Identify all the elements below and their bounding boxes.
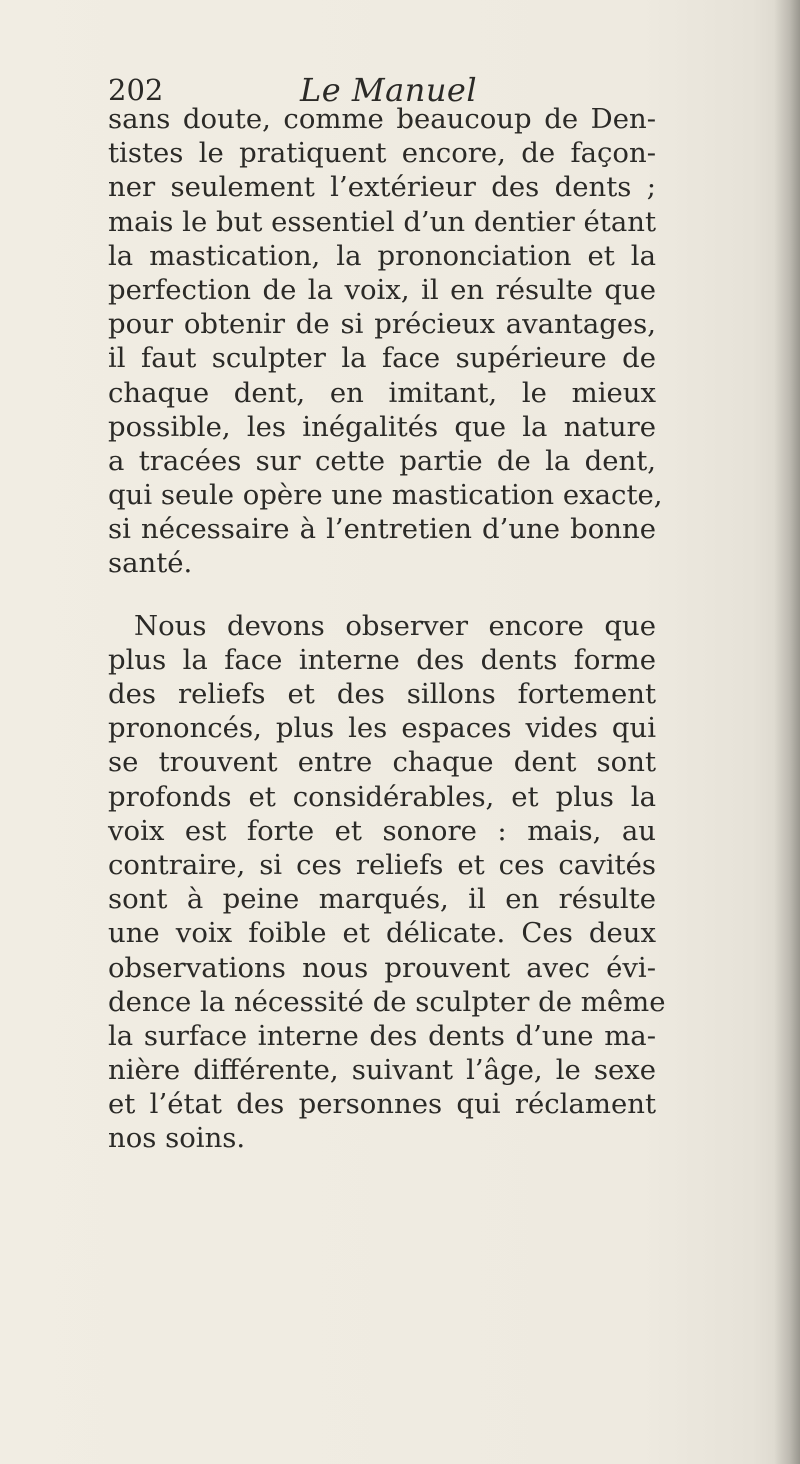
- text-line: chaque dent, en imitant, le mieux: [108, 376, 656, 409]
- body-text: [108, 102, 666, 1156]
- text-line: Nous devons observer encore que: [134, 609, 656, 642]
- text-line: et l’état des personnes qui réclament: [108, 1088, 656, 1121]
- text-line: des reliefs et des sillons fortement: [108, 678, 656, 710]
- text-line: nos soins.: [108, 1122, 246, 1155]
- running-title: Le Manuel: [300, 71, 478, 109]
- text-line: contraire, si ces reliefs et ces cavités: [108, 848, 656, 881]
- paragraph-gap: [108, 581, 656, 609]
- text-line: ner seulement l’extérieur des dents ;: [108, 171, 656, 204]
- text-line: la mastication, la prononciation et la: [108, 239, 656, 272]
- text-line: sont à peine marqués, il en résulte: [108, 883, 656, 916]
- text-line: il faut sculpter la face supérieure de: [108, 342, 656, 375]
- text-line: se trouvent entre chaque dent sont: [108, 746, 656, 779]
- text-line: sans doute, comme beaucoup de Den-: [108, 103, 656, 135]
- text-line: voix est forte et sonore : mais, au: [108, 814, 656, 847]
- page-edge-shadow: [774, 0, 800, 1464]
- text-line: dence la nécessité de sculpter de même: [108, 985, 666, 1018]
- text-line: profonds et considérables, et plus la: [108, 780, 656, 813]
- text-line: a tracées sur cette partie de la dent,: [108, 444, 656, 477]
- text-line: observations nous prouvent avec évi-: [108, 951, 656, 984]
- text-line: possible, les inégalités que la nature: [108, 410, 656, 443]
- text-line: qui seule opère une mastication exacte,: [108, 479, 663, 512]
- text-line: nière différente, suivant l’âge, le sexe: [108, 1054, 656, 1087]
- text-line: mais le but essentiel d’un dentier étant: [108, 205, 656, 238]
- text-line: perfection de la voix, il en résulte que: [108, 273, 656, 306]
- paragraph-1: [108, 102, 663, 581]
- text-line: une voix foible et délicate. Ces deux: [108, 917, 656, 950]
- text-line: tistes le pratiquent encore, de façon-: [108, 137, 656, 170]
- text-line: plus la face interne des dents forme: [108, 643, 656, 676]
- paragraph-2: [108, 609, 666, 1156]
- text-line: santé.: [108, 547, 193, 580]
- text-line: pour obtenir de si précieux avantages,: [108, 308, 656, 341]
- text-line: la surface interne des dents d’une ma-: [108, 1019, 656, 1052]
- page-number: 202: [108, 73, 164, 107]
- text-line: prononcés, plus les espaces vides qui: [108, 712, 656, 745]
- text-line: si nécessaire à l’entretien d’une bonne: [108, 513, 656, 546]
